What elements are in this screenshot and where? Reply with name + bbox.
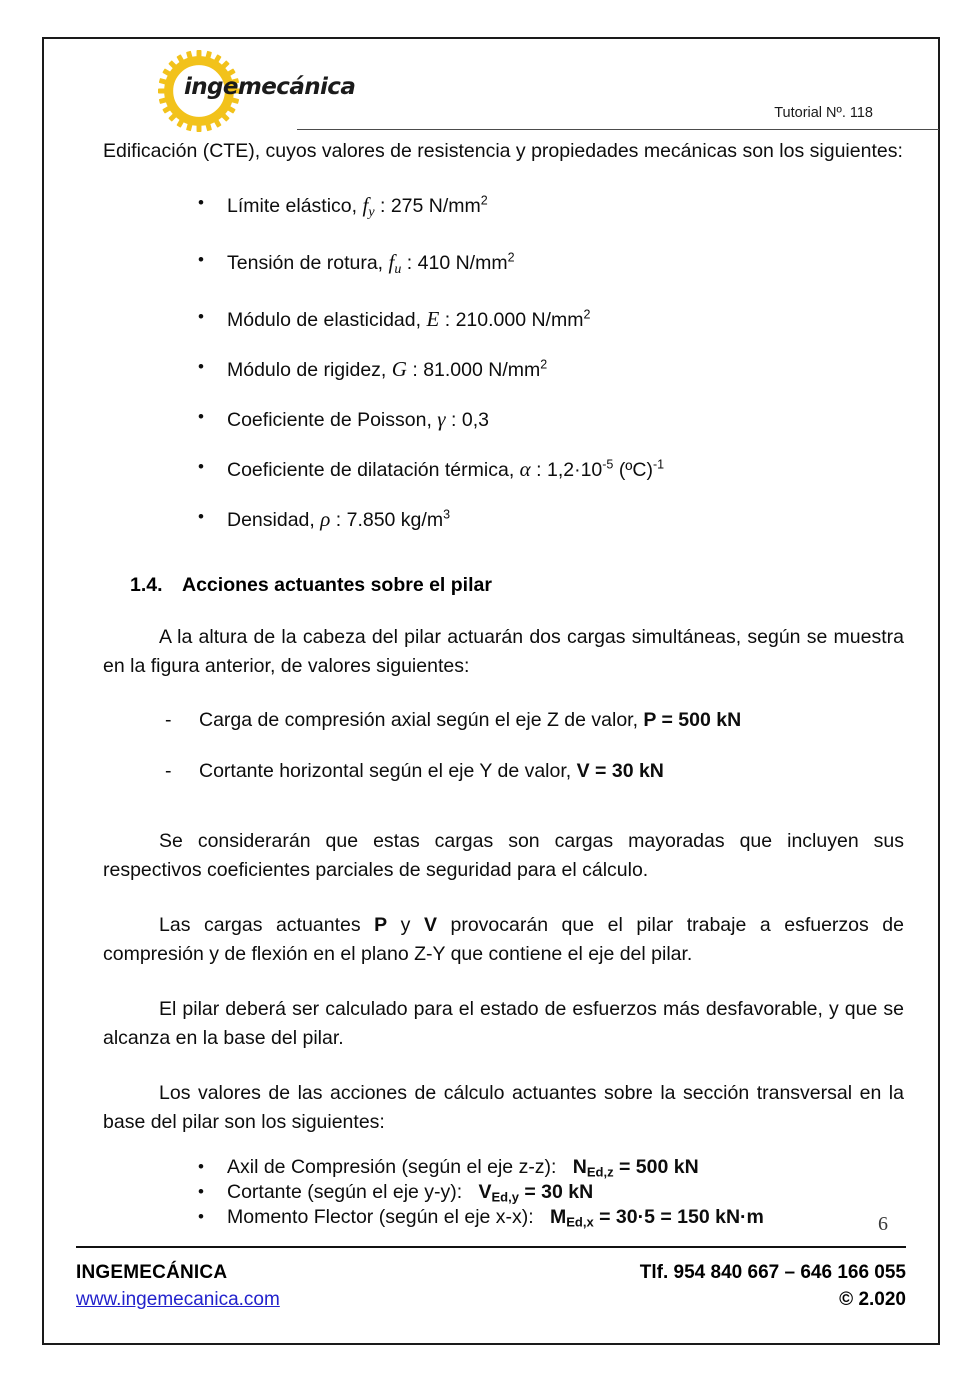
action-subscript: Ed,x: [566, 1214, 594, 1230]
list-item: [103, 306, 904, 333]
list-item: [103, 1155, 904, 1180]
page-sheet: [42, 37, 940, 1345]
list-item: [103, 506, 904, 533]
property-symbol: ρ: [320, 506, 331, 531]
section-heading: [103, 574, 904, 597]
load-text: Cortante horizontal según el eje Y de valor,: [199, 759, 572, 782]
paragraph-stresses: [103, 911, 904, 969]
page-footer: [76, 1213, 906, 1313]
property-symbol-sub: y: [368, 204, 375, 220]
load-value: P = 500 kN: [643, 708, 742, 731]
property-label: Tensión de rotura,: [227, 251, 384, 274]
footer-divider: [76, 1246, 906, 1248]
action-label: Momento Flector (según el eje x-x):: [227, 1205, 534, 1228]
list-item: [103, 707, 904, 733]
intro-paragraph: Edificación (CTE), cuyos valores de resistencia y propiedades mecánicas son los siguientes:: [103, 140, 903, 162]
property-exponent-tail: -1: [653, 457, 665, 472]
property-symbol: f: [362, 193, 369, 217]
property-separator: :: [335, 508, 342, 531]
property-symbol: α: [519, 456, 531, 481]
action-symbol: M: [549, 1205, 567, 1228]
load-value: V = 30 kN: [576, 759, 664, 782]
loads-list: [103, 707, 904, 784]
property-value: 210.000 N/mm: [455, 308, 584, 331]
paragraph-design-values: Los valores de las acciones de cálculo actuantes sobre la sección transversal en la base del pilar son los siguientes:: [103, 1081, 904, 1133]
action-label: Cortante (según el eje y-y):: [227, 1180, 463, 1203]
property-symbol: f: [388, 249, 395, 274]
stresses-bold-v: V: [423, 913, 437, 936]
property-exponent: 3: [443, 507, 451, 522]
tutorial-number-label: Tutorial Nº. 118: [774, 105, 873, 121]
material-properties-list: [103, 192, 904, 533]
ingemecanica-logo: [158, 46, 356, 136]
stresses-bold-p: P: [374, 913, 388, 936]
header-divider: [297, 129, 939, 130]
list-item: [103, 1180, 904, 1205]
property-separator: :: [379, 195, 386, 217]
property-symbol: E: [426, 306, 440, 331]
action-value: = 30 kN: [518, 1180, 594, 1203]
property-label: Módulo de elasticidad,: [227, 308, 422, 331]
property-exponent: 2: [480, 193, 488, 208]
footer-copyright: © 2.020: [839, 1289, 906, 1310]
action-value: = 30·5 = 150 kN·m: [593, 1205, 764, 1228]
footer-row: [76, 1259, 906, 1313]
list-item: [103, 406, 904, 433]
footer-brand: INGEMECÁNICA: [76, 1262, 228, 1283]
property-exponent: 2: [507, 250, 515, 265]
footer-phone: Tlf. 954 840 667 – 646 166 055: [639, 1262, 906, 1283]
page-header: [76, 39, 906, 137]
property-label: Coeficiente de dilatación térmica,: [227, 458, 515, 481]
stresses-part3: provocarán que el pilar trabaje a esfuerzos de compresión y de flexión en el plano Z-Y que contiene el eje del pilar.: [103, 913, 904, 965]
property-value: 1,2·10: [546, 458, 603, 481]
footer-website-link[interactable]: www.ingemecanica.com: [76, 1289, 280, 1310]
section-title: Acciones actuantes sobre el pilar: [182, 573, 492, 596]
property-exponent: 2: [540, 357, 548, 372]
section-number: 1.4.: [130, 573, 163, 596]
property-value: 81.000 N/mm: [423, 358, 541, 381]
list-item: [103, 356, 904, 383]
logo-wordmark: ingemecánica: [184, 74, 356, 100]
property-value: 7.850 kg/m: [346, 508, 444, 531]
action-subscript: Ed,z: [586, 1164, 614, 1180]
stresses-part2: y: [387, 913, 424, 936]
document-content: [76, 137, 906, 1230]
paragraph-loads-intro: A la altura de la cabeza del pilar actuarán dos cargas simultáneas, según se muestra en la figura anterior, de valores siguientes:: [103, 625, 904, 677]
load-text: Carga de compresión axial según el eje Z de valor,: [199, 708, 638, 731]
list-item: [103, 192, 904, 226]
list-item: [103, 456, 904, 483]
action-subscript: Ed,y: [491, 1189, 519, 1205]
property-symbol: γ: [437, 406, 446, 431]
action-symbol: N: [572, 1155, 587, 1178]
property-separator: :: [444, 308, 451, 331]
footer-left-block: [76, 1259, 280, 1313]
page-number: 6: [878, 1213, 888, 1235]
property-separator: :: [536, 458, 542, 481]
property-separator: :: [451, 408, 457, 431]
property-separator: :: [412, 358, 418, 381]
property-label: Densidad,: [227, 508, 315, 531]
property-separator: :: [406, 251, 413, 274]
property-value-tail: (ºC): [618, 458, 654, 481]
property-value: 0,3: [461, 408, 489, 431]
list-item: [103, 758, 904, 784]
property-exponent: 2: [583, 307, 591, 322]
footer-right-block: [640, 1259, 906, 1313]
property-label: Coeficiente de Poisson,: [227, 408, 432, 431]
property-value: 275 N/mm: [390, 195, 481, 217]
paragraph-worst-case: El pilar deberá ser calculado para el estado de esfuerzos más desfavorable, y que se alcanza en la base del pilar.: [103, 997, 904, 1049]
page-inner: [44, 39, 938, 1343]
action-value: = 500 kN: [613, 1155, 699, 1178]
action-label: Axil de Compresión (según el eje z-z):: [227, 1155, 557, 1178]
list-item: [103, 249, 904, 283]
paragraph-safety: Se considerarán que estas cargas son cargas mayoradas que incluyen sus respectivos coeficientes parciales de seguridad para el cálculo.: [103, 829, 904, 881]
property-label: Módulo de rigidez,: [227, 358, 387, 381]
property-value: 410 N/mm: [417, 251, 508, 274]
property-symbol: G: [391, 356, 407, 381]
property-symbol-sub: u: [394, 261, 402, 277]
property-exponent: -5: [602, 457, 614, 472]
action-symbol: V: [478, 1180, 492, 1203]
stresses-part1: Las cargas actuantes: [159, 913, 375, 936]
property-label: Límite elástico,: [227, 195, 358, 217]
